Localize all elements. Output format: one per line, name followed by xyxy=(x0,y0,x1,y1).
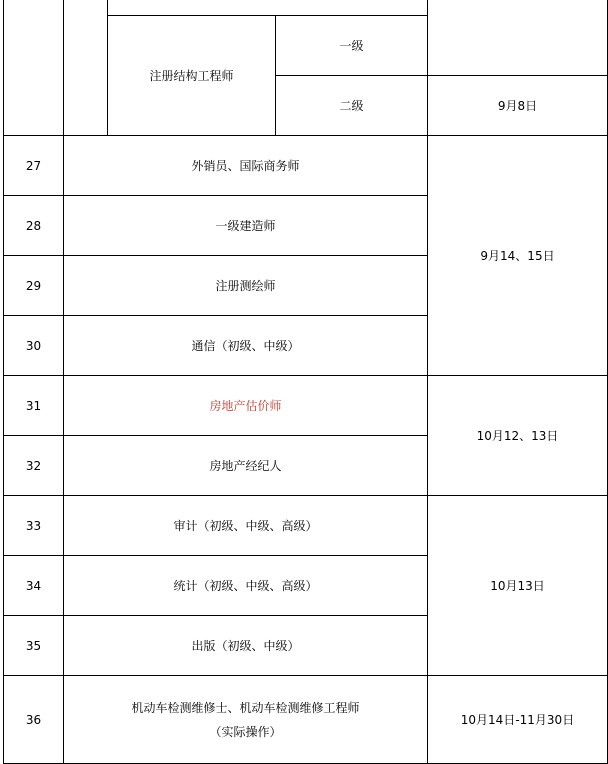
row-subject: 通信（初级、中级） xyxy=(191,338,300,353)
table-row-32-subject xyxy=(63,435,428,496)
table-row-28-subject xyxy=(63,195,428,256)
row-subject: 出版（初级、中级） xyxy=(191,638,300,653)
top-prev-row-cell xyxy=(107,0,428,16)
top-number-cell xyxy=(3,0,64,136)
top-category-cell xyxy=(63,0,108,136)
row-number: 33 xyxy=(25,518,42,533)
structural-engineer-cell xyxy=(107,15,276,136)
row-subject: 房地产经纪人 xyxy=(209,458,282,473)
date-cell-36 xyxy=(427,675,608,764)
table-row-36-no xyxy=(3,675,64,764)
exam-date: 10月14日-11月30日 xyxy=(460,712,575,727)
row-subject: 外销员、国际商务师 xyxy=(191,158,300,173)
exam-date: 9月14、15日 xyxy=(480,248,555,263)
row-subject: 审计（初级、中级、高级） xyxy=(173,518,318,533)
level-2-label: 二级 xyxy=(339,98,364,113)
row-subject-line-2: （实际操作） xyxy=(209,724,282,739)
table-row-32-no xyxy=(3,435,64,496)
level-1-cell xyxy=(275,15,428,76)
table-row-35-subject xyxy=(63,615,428,676)
row-number: 35 xyxy=(25,638,42,653)
row-number: 32 xyxy=(25,458,42,473)
row-number: 34 xyxy=(25,578,42,593)
table-row-33-subject xyxy=(63,495,428,556)
table-row-31-no xyxy=(3,375,64,436)
table-row-30-no xyxy=(3,315,64,376)
date-cell-33-35 xyxy=(427,495,608,676)
row-subject-highlighted: 房地产估价师 xyxy=(209,398,282,413)
level-2-date-cell xyxy=(427,75,608,136)
level-2-cell xyxy=(275,75,428,136)
row-number: 27 xyxy=(25,158,42,173)
level-2-date: 9月8日 xyxy=(497,98,538,113)
table-row-30-subject xyxy=(63,315,428,376)
table-row-35-no xyxy=(3,615,64,676)
table-row-31-subject xyxy=(63,375,428,436)
row-number: 28 xyxy=(25,218,42,233)
table-row-27-subject xyxy=(63,135,428,196)
row-subject: 一级建造师 xyxy=(215,218,276,233)
date-cell-31-32 xyxy=(427,375,608,496)
table-row-36-subject xyxy=(63,675,428,764)
top-right-prev-cell xyxy=(427,0,608,76)
row-number: 36 xyxy=(25,712,42,727)
row-subject: 统计（初级、中级、高级） xyxy=(173,578,318,593)
row-subject-line-1: 机动车检测维修士、机动车检测维修工程师 xyxy=(131,700,360,715)
table-row-34-no xyxy=(3,555,64,616)
level-1-label: 一级 xyxy=(339,38,364,53)
table-row-33-no xyxy=(3,495,64,556)
table-row-28-no xyxy=(3,195,64,256)
table-row-29-subject xyxy=(63,255,428,316)
row-number: 31 xyxy=(25,398,42,413)
table-row-29-no xyxy=(3,255,64,316)
table-row-34-subject xyxy=(63,555,428,616)
exam-date: 10月12、13日 xyxy=(476,428,559,443)
row-number: 30 xyxy=(25,338,42,353)
structural-engineer-label: 注册结构工程师 xyxy=(149,68,234,83)
row-subject: 注册测绘师 xyxy=(215,278,276,293)
table-row-27-no xyxy=(3,135,64,196)
date-cell-27-30 xyxy=(427,135,608,376)
exam-date: 10月13日 xyxy=(490,578,545,593)
row-number: 29 xyxy=(25,278,42,293)
